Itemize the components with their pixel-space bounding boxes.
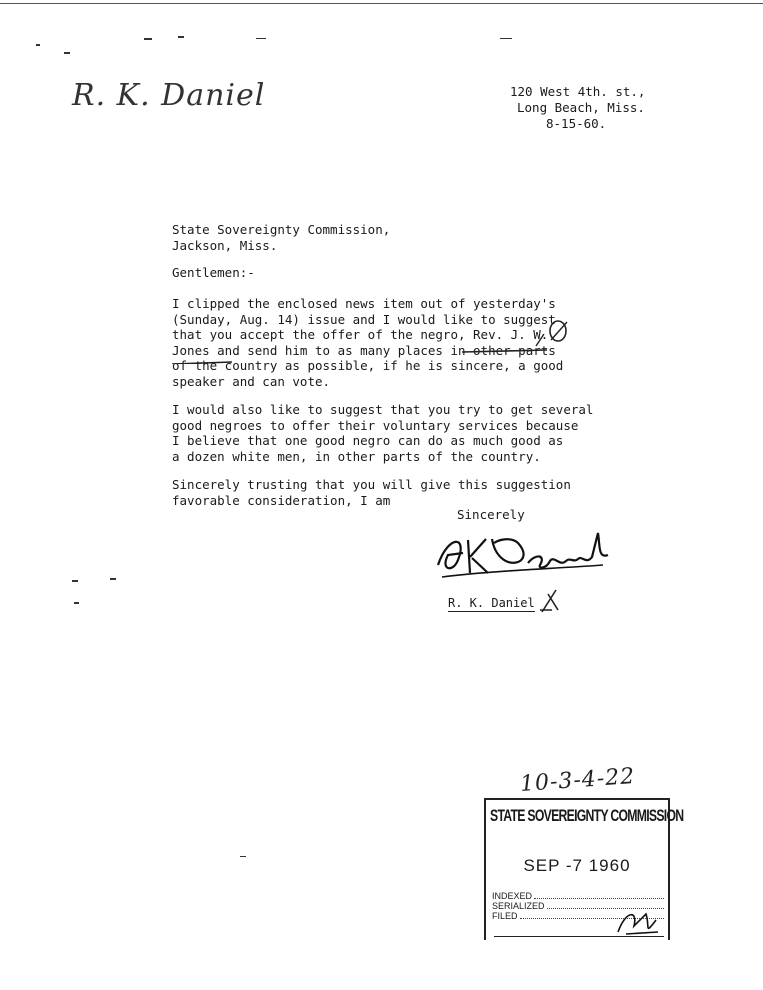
stamp-file-number: 10-3-4-22 xyxy=(519,764,637,797)
address-street: 120 West 4th. st., xyxy=(510,84,646,99)
body-line: speaker and can vote. xyxy=(172,373,331,389)
scan-speck xyxy=(240,856,246,857)
scan-speck xyxy=(36,44,40,46)
body-line: I believe that one good negro can do as much good as xyxy=(172,433,564,449)
stamp-field-indexed: INDEXED xyxy=(492,891,664,901)
scan-edge-line xyxy=(0,3,763,4)
scan-speck xyxy=(500,38,512,39)
body-line: a dozen white men, in other parts of the country. xyxy=(172,448,541,464)
sender-address xyxy=(510,84,660,132)
letterhead-signature: R. K. Daniel xyxy=(72,78,266,113)
scan-speck xyxy=(256,38,266,39)
stamp-bottom-line xyxy=(494,936,664,937)
handwritten-underline xyxy=(172,334,562,364)
recipient-city: Jackson, Miss. xyxy=(172,238,278,253)
stamp-initials xyxy=(616,906,660,938)
body-paragraph-3 xyxy=(172,477,612,508)
scan-speck xyxy=(110,578,116,580)
stamp-date: SEP -7 1960 xyxy=(523,856,631,875)
scan-speck xyxy=(74,602,79,604)
body-line: (Sunday, Aug. 14) issue and I would like to suggest xyxy=(172,311,556,327)
body-paragraph-2 xyxy=(172,402,612,464)
body-line: that you accept the offer of the negro, Rev. J. W. xyxy=(172,327,549,343)
body-line: of the country as possible, if he is sincere, a good xyxy=(172,358,564,374)
stamp-field-serialized: SERIALIZED xyxy=(492,901,664,911)
scan-speck xyxy=(64,52,70,54)
body-line: I clipped the enclosed news item out of yesterday's xyxy=(172,296,556,311)
recipient-block xyxy=(172,222,390,254)
handwritten-signature xyxy=(428,525,628,585)
scan-speck xyxy=(178,36,184,38)
stamp-field-filed: FILED xyxy=(492,911,664,921)
address-city: Long Beach, Miss. xyxy=(517,100,645,115)
handwritten-check-mark xyxy=(538,588,562,614)
closing: Sincerely xyxy=(457,507,525,522)
body-line: good negroes to offer their voluntary services because xyxy=(172,417,579,433)
stamp-title: STATE SOVEREIGNTY COMMISSION xyxy=(490,806,684,825)
received-stamp xyxy=(484,798,684,940)
typed-name: R. K. Daniel xyxy=(448,596,535,610)
body-line: Jones and send him to as many places in other parts xyxy=(172,342,556,358)
body-line: favorable consideration, I am xyxy=(172,492,391,508)
scan-speck xyxy=(144,38,152,40)
body-line: I would also like to suggest that you try to get several xyxy=(172,402,594,417)
handwritten-circle-mark xyxy=(545,318,571,344)
body-line: Sincerely trusting that you will give this suggestion xyxy=(172,477,571,492)
scan-speck xyxy=(72,580,78,582)
letter-date: 8-15-60. xyxy=(546,116,607,131)
recipient-name: State Sovereignty Commission, xyxy=(172,222,391,237)
salutation: Gentlemen:- xyxy=(172,265,255,280)
